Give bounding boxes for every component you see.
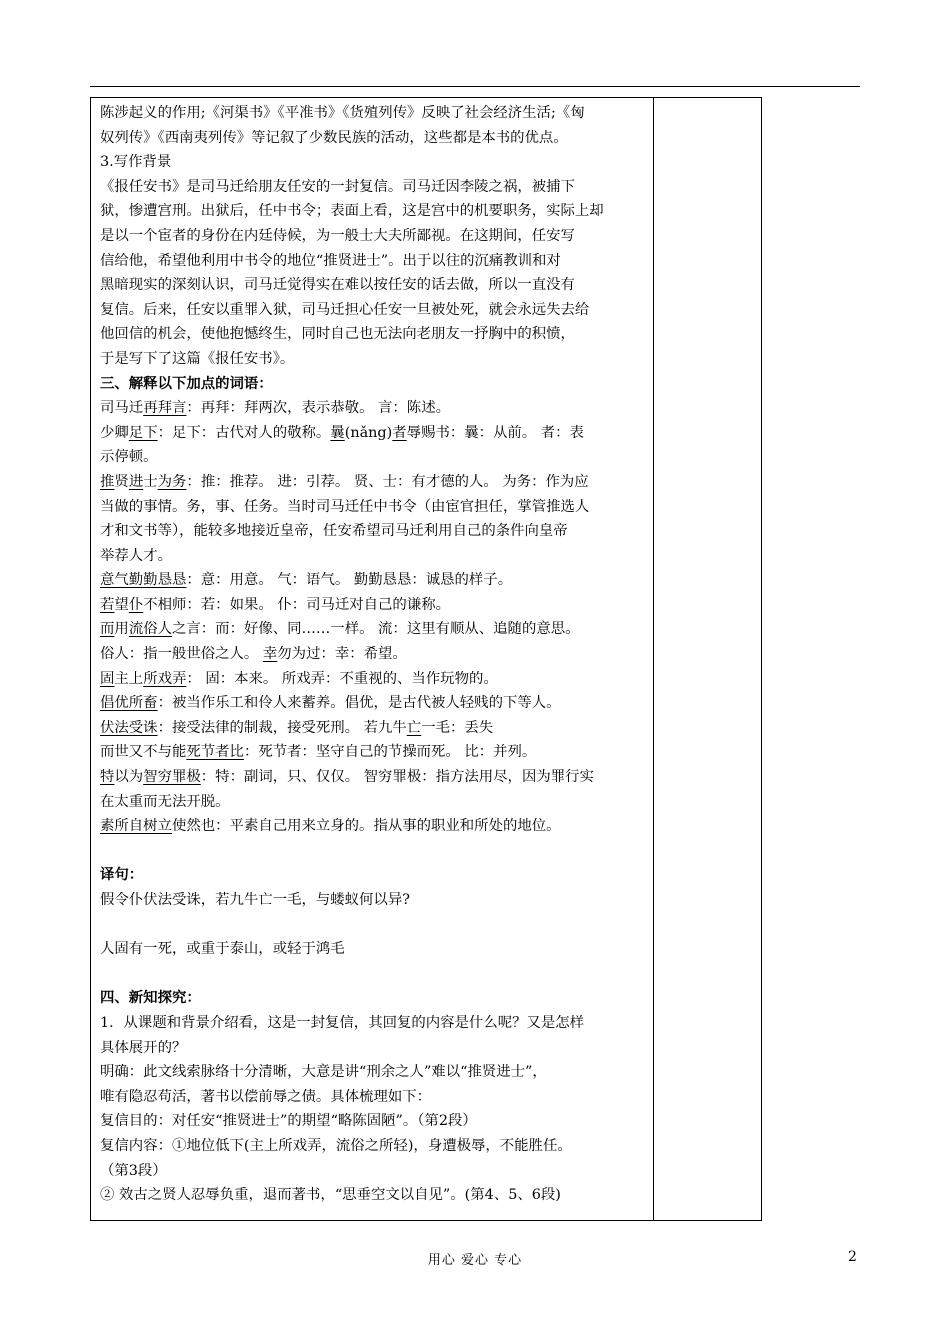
- vocab-line: 伏法受诛：接受法律的制裁，接受死刑。 若九牛亡一毛：丢失: [100, 719, 494, 736]
- vocab-line: 在太重而无法开脱。: [100, 793, 230, 810]
- vocab-line: 示停顿。: [100, 449, 158, 466]
- translation-sentence: 假令仆伏法受诛，若九牛亡一毛，与蝼蚁何以异?: [100, 892, 410, 908]
- section-subtitle: 3.写作背景: [100, 154, 172, 171]
- text-line: 《报任安书》是司马迁给朋友任安的一封复信。司马迁因李陵之祸，被捕下: [100, 178, 575, 195]
- vocab-line: 推贤进士为务：推：推荐。 进：引荐。 贤、士：有才德的人。 为务：作为应: [100, 473, 589, 490]
- text-line: 奴列传》《西南夷列传》等记叙了少数民族的活动，这些都是本书的优点。: [100, 129, 568, 146]
- vocab-line: 举荐人才。: [100, 547, 172, 564]
- vocab-line: 当做的事情。务，事、任务。当时司马迁任中书令（由宦官担任，掌管推选人: [100, 498, 590, 515]
- text-line: 复信。后来，任安以重罪入狱，司马迁担心任安一旦被处死，就会永远失去给: [100, 301, 590, 318]
- spacer: [100, 839, 647, 864]
- section-heading: 四、新知探究：: [100, 989, 201, 1007]
- answer-line: ② 效古之贤人忍辱负重，退而著书，“思垂空文以自见”。(第4、5、6段): [100, 1187, 561, 1204]
- spacer: [100, 962, 647, 987]
- spacer: [100, 913, 647, 938]
- page-number: 2: [848, 1249, 857, 1265]
- vocab-line: 若望仆不相师：若：如果。 仆：司马迁对自己的谦称。: [100, 596, 450, 613]
- vocab-line: 司马迁再拜言：再拜：拜两次，表示恭敬。 言：陈述。: [100, 400, 450, 417]
- answer-line: （第3段）: [100, 1162, 167, 1179]
- lesson-table: [90, 97, 762, 1221]
- vocab-line: 意气勤勤恳恳：意：用意。 气：语气。 勤勤恳恳：诚恳的样子。: [100, 572, 513, 589]
- vocab-line: 少卿足下：足下：古代对人的敬称。曩(nǎng)者辱赐书：曩：从前。 者：表: [100, 424, 584, 441]
- main-content-cell: [91, 98, 654, 1220]
- question-line: 1．从课题和背景介绍看，这是一封复信，其回复的内容是什么呢？又是怎样: [100, 1014, 585, 1031]
- translation-sentence: 人固有一死，或重于泰山，或轻于鸿毛: [100, 941, 345, 958]
- text-line: 于是写下了这篇《报任安书》。: [100, 350, 295, 367]
- vocab-line: 倡优所畜：被当作乐工和伶人来蓄养。倡优，是古代被人轻贱的下等人。: [100, 695, 561, 712]
- vocab-line: 而世又不与能死节者比：死节者：坚守自己的节操而死。 比：并列。: [100, 744, 537, 761]
- question-line: 具体展开的？: [100, 1039, 187, 1056]
- answer-line: 唯有隐忍苟活，著书以偿前辱之债。具体梳理如下：: [100, 1088, 431, 1105]
- answer-line: 复信目的：对任安“推贤进士”的期望“略陈固陋”。（第2段）: [100, 1113, 477, 1130]
- header-rule: [90, 86, 860, 87]
- text-line: 陈涉起义的作用;《河渠书》《平准书》《货殖列传》反映了社会经济生活;《匈: [100, 105, 585, 121]
- text-line: 他回信的机会，使他抱憾终生，同时自己也无法向老朋友一抒胸中的积愤，: [100, 326, 575, 343]
- text-line: 狱，惨遭宫刑。出狱后，任中书令；表面上看，这是宫中的机要职务，实际上却: [100, 203, 604, 220]
- notes-cell: [654, 98, 761, 1220]
- section-heading: 三、解释以下加点的词语：: [100, 374, 273, 392]
- answer-line: 复信内容：①地位低下(主上所戏弄，流俗之所轻)，身遭极辱，不能胜任。: [100, 1137, 572, 1154]
- text-line: 是以一个宦者的身份在内廷侍候，为一般士大夫所鄙视。在这期间，任安写: [100, 227, 575, 244]
- translation-heading: 译句：: [100, 866, 144, 884]
- answer-line: 明确：此文线索脉络十分清晰，大意是讲“刑余之人”难以“推贤进士”，: [100, 1064, 547, 1081]
- vocab-line: 特以为智穷罪极：特：副词，只、仅仅。 智穷罪极：指方法用尽，因为罪行实: [100, 769, 594, 786]
- text-line: 信给他，希望他利用中书令的地位“推贤进士”。出于以往的沉痛教训和对: [100, 252, 561, 269]
- text-line: 黑暗现实的深刻认识，司马迁觉得实在难以按任安的话去做，所以一直没有: [100, 277, 575, 294]
- vocab-line: 固主上所戏弄： 固：本来。 所戏弄：不重视的、当作玩物的。: [100, 670, 498, 687]
- vocab-line: 而用流俗人之言：而：好像、同……一样。 流：这里有顺从、追随的意思。: [100, 621, 580, 638]
- vocab-line: 素所自树立使然也：平素自己用来立身的。指从事的职业和所处的地位。: [100, 818, 561, 835]
- footer-motto: 用心 爱心 专心: [427, 1253, 523, 1268]
- vocab-line: 俗人：指一般世俗之人。 幸勿为过：幸：希望。: [100, 646, 407, 663]
- vocab-line: 才和文书等），能较多地接近皇帝，任安希望司马迁利用自己的条件向皇帝: [100, 523, 568, 540]
